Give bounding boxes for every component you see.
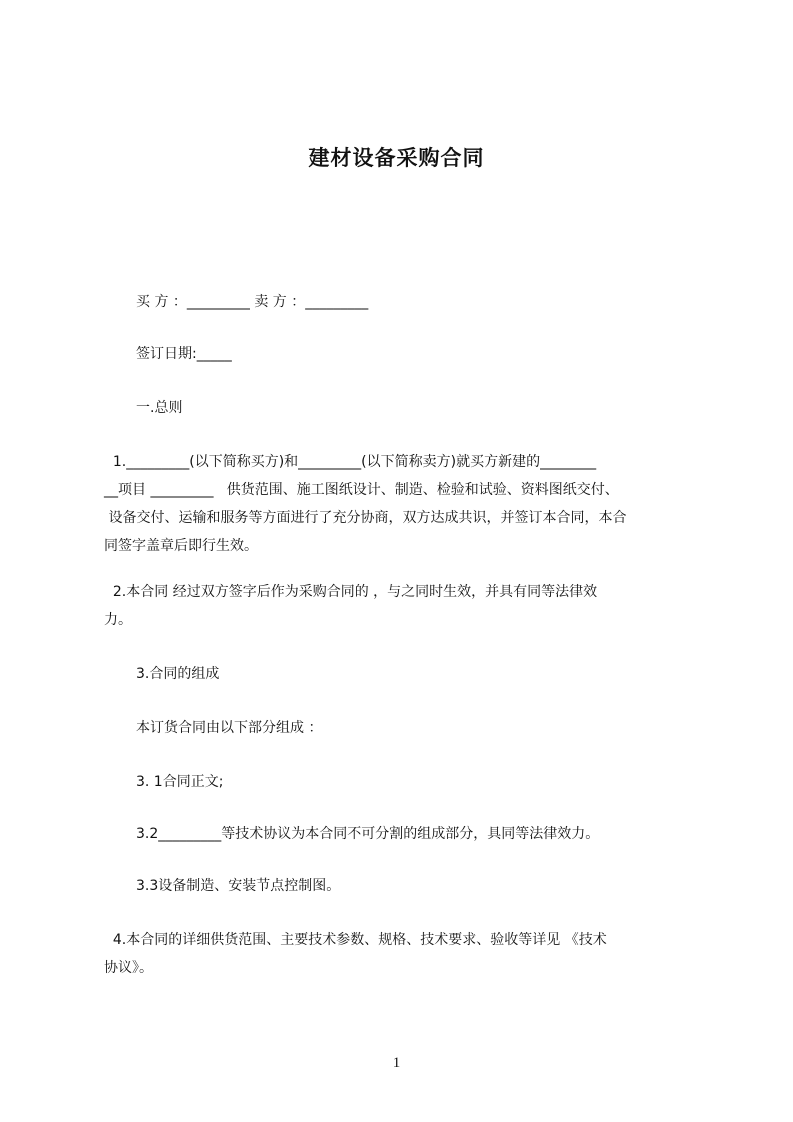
clause-3-3: 3.3设备制造、安装节点控制图。	[136, 878, 341, 894]
clause-2	[104, 578, 714, 634]
clause-1-line-4: 同签字盖章后即行生效。	[104, 538, 258, 554]
clause-2-line-1: 2.本合同 经过双方签字后作为采购合同的 ，与之同时生效，并具有同等法律效	[104, 584, 598, 600]
parties-line: 买 方 ：_________ 卖 方 ：_________	[136, 294, 369, 310]
clause-1-line-1: 1._________(以下简称买方)和_________(以下简称卖方)就买方新建的________	[104, 454, 597, 470]
clause-3-1: 3. 1合同正文;	[136, 774, 224, 790]
clause-4	[104, 926, 714, 982]
clause-4-line-1: 4.本合同的详细供货范围、主要技术参数、规格、技术要求、验收等详见 《技术	[104, 932, 607, 948]
clause-1-line-3: 设备交付、运输和服务等方面进行了充分协商，双方达成共识，并签订本合同，本合	[104, 510, 627, 526]
clause-3-title: 3.合同的组成	[136, 666, 220, 682]
clause-2-line-2: 力。	[104, 612, 132, 628]
signing-date: 签订日期:_____	[136, 346, 232, 362]
clause-3-intro: 本订货合同由以下部分组成 ：	[136, 720, 323, 736]
page-number: 1	[392, 1055, 401, 1071]
clause-1	[104, 448, 714, 560]
clause-3-2: 3.2_________等技术协议为本合同不可分割的组成部分，具同等法律效力。	[136, 826, 600, 842]
document-title: 建材设备采购合同	[308, 146, 485, 170]
section-general-heading: 一.总则	[136, 400, 183, 416]
clause-4-line-2: 协议》。	[104, 960, 153, 976]
clause-1-line-2: __项目 _________ 供货范围、施工图纸设计、制造、检验和试验、资料图纸交付、	[104, 482, 619, 498]
